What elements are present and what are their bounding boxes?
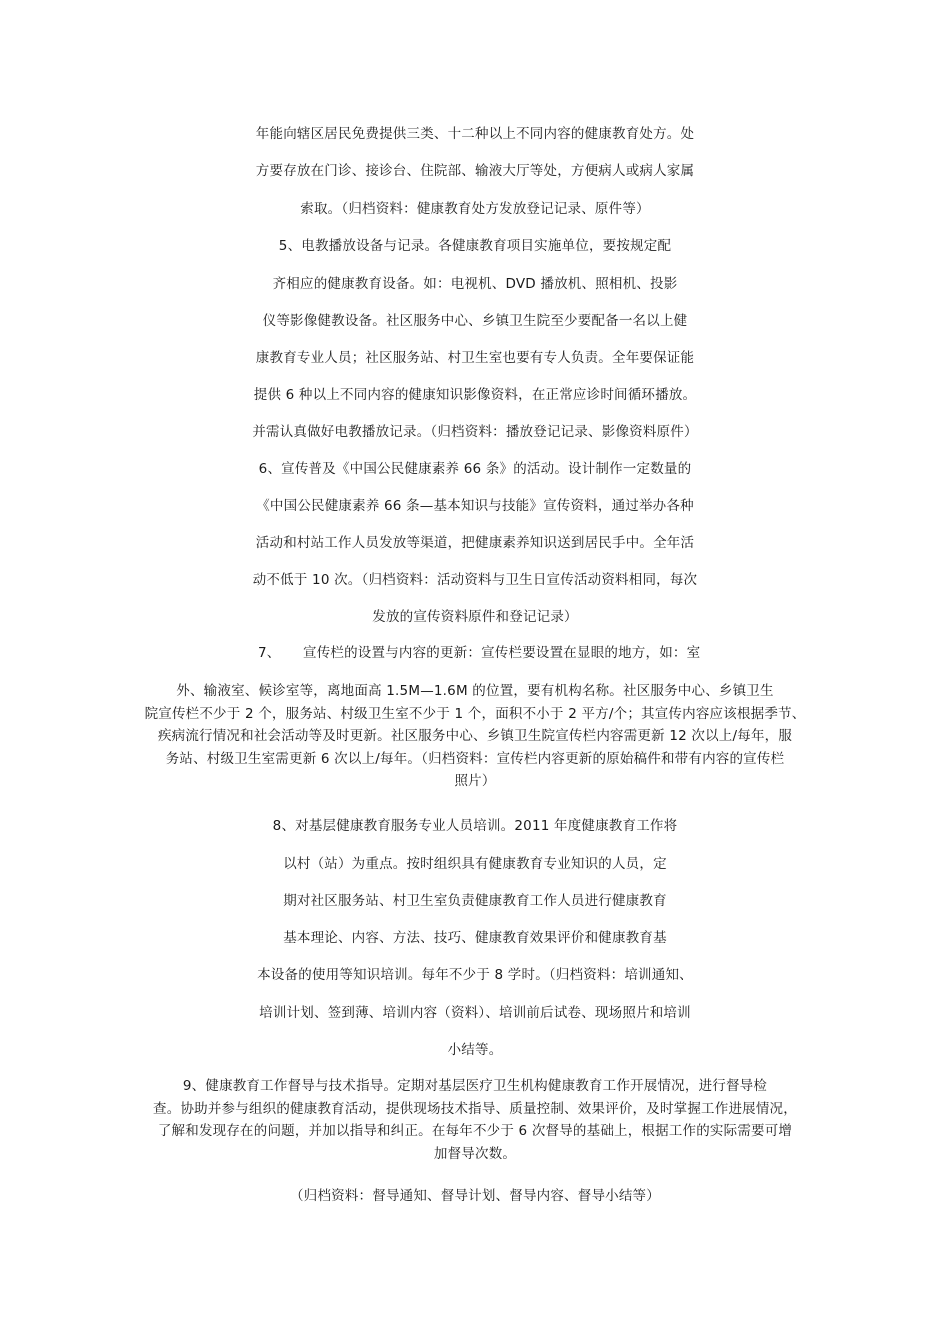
- text-line: 发放的宣传资料原件和登记记录）: [372, 609, 578, 625]
- section-7-number: 7、: [258, 645, 281, 661]
- section-7-heading: [258, 644, 700, 662]
- section-5-heading: 5、电教播放设备与记录。各健康教育项目实施单位，要按规定配: [278, 238, 672, 254]
- text-line: 康教育专业人员；社区服务站、村卫生室也要有专人负责。全年要保证能: [255, 350, 695, 366]
- text-line: 方要存放在门诊、接诊台、住院部、输液大厅等处，方便病人或病人家属: [255, 163, 695, 179]
- text-line: 疾病流行情况和社会活动等及时更新。社区服务中心、乡镇卫生院宣传栏内容需更新 12 次以上/每年，服: [157, 728, 793, 744]
- section-9-heading: 9、健康教育工作督导与技术指导。定期对基层医疗卫生机构健康教育工作开展情况，进行督导检: [182, 1078, 768, 1094]
- section-6-heading: 6、宣传普及《中国公民健康素养 66 条》的活动。设计制作一定数量的: [258, 461, 692, 477]
- text-line: 年能向辖区居民免费提供三类、十二种以上不同内容的健康教育处方。处: [255, 126, 695, 142]
- text-line: 并需认真做好电教播放记录。（归档资料：播放登记记录、影像资料原件）: [252, 424, 698, 440]
- text-line: 了解和发现存在的问题，并加以指导和纠正。在每年不少于 6 次督导的基础上，根据工作的实际需要可增: [157, 1123, 793, 1139]
- text-line: 《中国公民健康素养 66 条—基本知识与技能》宣传资料，通过举办各种: [256, 498, 694, 514]
- text-line: 动不低于 10 次。（归档资料：活动资料与卫生日宣传活动资料相同，每次: [252, 572, 698, 588]
- archive-note: （归档资料：督导通知、督导计划、督导内容、督导小结等）: [290, 1188, 660, 1204]
- text-line: 培训计划、签到薄、培训内容（资料）、培训前后试卷、现场照片和培训: [259, 1005, 691, 1021]
- text-line: 本设备的使用等知识培训。每年不少于 8 学时。（归档资料：培训通知、: [257, 967, 693, 983]
- text-line: 务站、村级卫生室需更新 6 次以上/每年。（归档资料：宣传栏内容更新的原始稿件和带有内容的宣传栏: [165, 750, 785, 767]
- text-line: 提供 6 种以上不同内容的健康知识影像资料，在正常应诊时间循环播放。: [253, 387, 697, 403]
- section-9-paragraph: [140, 1075, 810, 1165]
- text-line: 加督导次数。: [433, 1145, 517, 1162]
- text-line: 索取。（归档资料：健康教育处方发放登记记录、原件等）: [300, 201, 650, 217]
- text-line: 以村（站）为重点。按时组织具有健康教育专业知识的人员，定: [283, 856, 667, 872]
- section-8-heading: 8、对基层健康教育服务专业人员培训。2011 年度健康教育工作将: [272, 818, 678, 834]
- text-line: 期对社区服务站、村卫生室负责健康教育工作人员进行健康教育: [283, 893, 667, 909]
- text-line: 小结等。: [447, 1042, 503, 1058]
- text-line: 照片）: [454, 773, 496, 789]
- text-line: 仪等影像健教设备。社区服务中心、乡镇卫生院至少要配备一名以上健: [262, 313, 688, 329]
- text-line: 院宣传栏不少于 2 个，服务站、村级卫生室不少于 1 个，面积不小于 2 平方/个；其宣传内容应该根据季节、: [144, 705, 806, 722]
- text-line: 基本理论、内容、方法、技巧、健康教育效果评价和健康教育基: [283, 930, 667, 946]
- text-line: 外、输液室、候诊室等，离地面高 1.5M—1.6M 的位置，要有机构名称。社区服务中心、乡镇卫生: [176, 683, 774, 699]
- text-line: 活动和村站工作人员发放等渠道，把健康素养知识送到居民手中。全年活: [255, 535, 695, 551]
- text-line: 齐相应的健康教育设备。如：电视机、DVD 播放机、照相机、投影: [272, 276, 678, 292]
- section-7-paragraph: [140, 680, 810, 793]
- section-7-text: 宣传栏的设置与内容的更新：宣传栏要设置在显眼的地方，如：室: [303, 645, 701, 661]
- text-line: 查。协助并参与组织的健康教育活动，提供现场技术指导、质量控制、效果评价，及时掌握工作进展情况，: [153, 1100, 797, 1117]
